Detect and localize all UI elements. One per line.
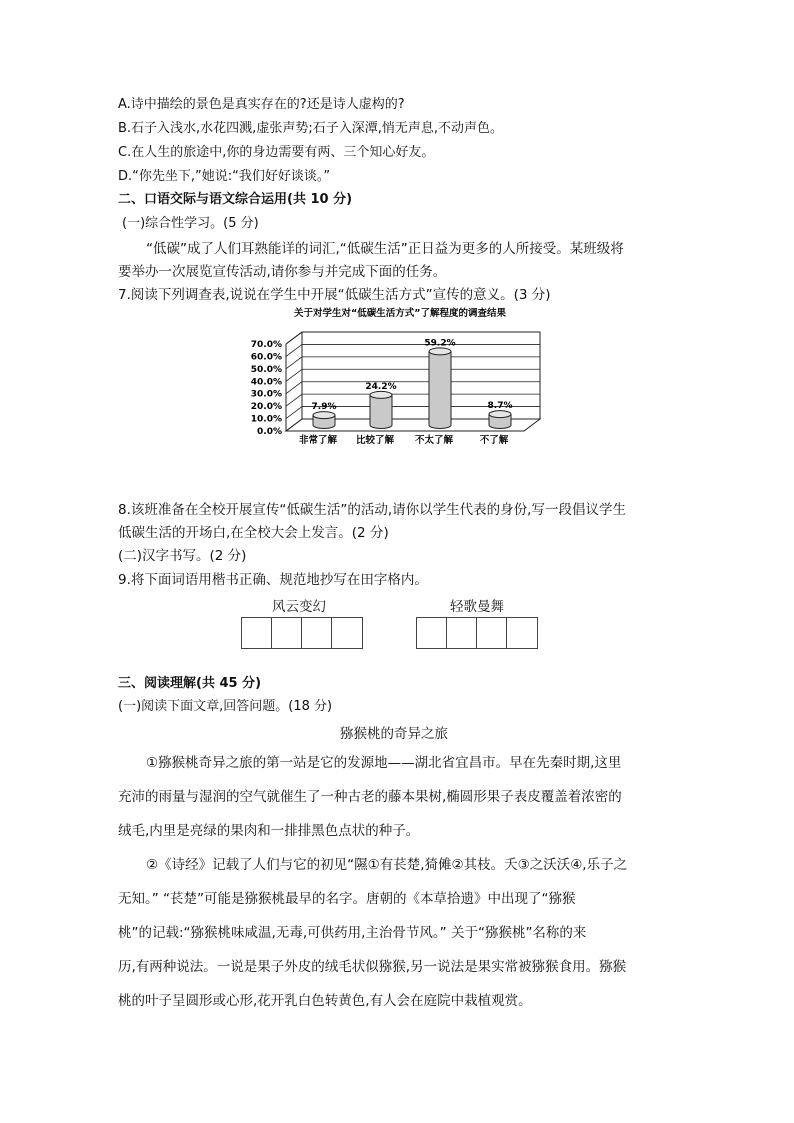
- y-tick-label: 10.0%: [250, 414, 282, 425]
- gridline-side: [286, 382, 302, 394]
- category-label: 比较了解: [355, 435, 395, 446]
- grid-cell[interactable]: [417, 618, 447, 648]
- option-d: D.“你先坐下,”她说:“我们好好谈谈。”: [118, 169, 331, 184]
- category-label: 非常了解: [298, 435, 338, 446]
- grid-cell[interactable]: [447, 618, 477, 648]
- bar: [429, 348, 451, 429]
- y-tick-label: 50.0%: [250, 364, 282, 375]
- chart-y-ticks: [251, 340, 282, 437]
- gridline-side: [286, 369, 302, 381]
- value-label: 8.7%: [487, 401, 513, 412]
- bar: [313, 412, 335, 429]
- option-c: C.在人生的旅途中,你的身边需要有两、三个知心好友。: [118, 145, 435, 160]
- paragraph-line: 桃”的记载:“猕猴桃味咸温,无毒,可供药用,主治骨节风。” 关于“猕猴桃”名称的来: [118, 925, 587, 941]
- gridline-side: [286, 357, 302, 369]
- option-a: A.诗中描绘的景色是真实存在的?还是诗人虚构的?: [118, 97, 405, 112]
- y-tick-label: 30.0%: [250, 389, 282, 400]
- gridline-side: [286, 394, 302, 406]
- grid-cell[interactable]: [242, 618, 272, 648]
- chart-categories: [299, 434, 509, 446]
- grid-cell[interactable]: [272, 618, 302, 648]
- y-tick-label: 60.0%: [250, 352, 282, 363]
- question-8-line-1: 8.该班准备在全校开展宣传“低碳生活”的活动,请你以学生代表的身份,写一段倡议学生: [118, 502, 626, 518]
- section-3-sub1: (一)阅读下面文章,回答问题。(18 分): [118, 699, 333, 714]
- section-2-sub1: (一)综合性学习。(5 分): [122, 216, 259, 231]
- gridline-side: [286, 344, 302, 356]
- paragraph-line: 无知。” “苌楚”可能是猕猴桃最早的名字。唐朝的《本草拾遗》中出现了“猕猴: [118, 891, 576, 907]
- option-b: B.石子入浅水,水花四溅,虚张声势;石子入深潭,悄无声息,不动声色。: [118, 121, 503, 136]
- category-label: 不了解: [479, 435, 509, 446]
- article-paragraph-1: [118, 746, 678, 848]
- paragraph-line: 绒毛,内里是亮绿的果肉和一排排黑色点状的种子。: [118, 823, 420, 839]
- section-3-title: 三、阅读理解(共 45 分): [118, 676, 262, 691]
- y-tick-label: 40.0%: [250, 377, 282, 388]
- grid-cell[interactable]: [302, 618, 332, 648]
- paragraph-line: 充沛的雨量与湿润的空气就催生了一种古老的藤本果树,椭圆形果子表皮覆盖着浓密的: [118, 789, 622, 805]
- article-paragraph-2: [118, 848, 678, 1018]
- category-label: 不太了解: [414, 435, 454, 446]
- chart-title: 关于对学生对“低碳生活方式”了解程度的调查结果: [294, 308, 506, 319]
- paragraph-line: 桃的叶子呈圆形或心形,花开乳白色转黄色,有人会在庭院中栽植观赏。: [118, 993, 532, 1009]
- gridline-side: [286, 407, 302, 419]
- section-2-sub2: (二)汉字书写。(2 分): [118, 548, 247, 564]
- bar: [489, 411, 511, 429]
- question-9: 9.将下面词语用楷书正确、规范地抄写在田字格内。: [118, 572, 428, 588]
- value-label: 7.9%: [311, 402, 337, 413]
- paragraph-line: 历,有两种说法。一说是果子外皮的绒毛状似猕猴,另一说法是果实常被猕猴食用。猕猴: [118, 959, 627, 975]
- question-7: 7.阅读下列调查表,说说在学生中开展“低碳生活方式”宣传的意义。(3 分): [118, 287, 551, 303]
- y-tick-label: 20.0%: [250, 402, 282, 413]
- intro-line-2: 要举办一次展览宣传活动,请你参与并完成下面的任务。: [118, 264, 447, 280]
- paragraph-line: ②《诗经》记载了人们与它的初见“隰①有苌楚,猗傩②其枝。夭③之沃沃④,乐子之: [146, 857, 628, 873]
- question-8-line-2: 低碳生活的开场白,在全校大会上发言。(2 分): [118, 525, 389, 541]
- y-tick-label: 0.0%: [257, 427, 282, 437]
- survey-chart: [230, 304, 570, 452]
- word-2: 轻歌曼舞: [450, 599, 504, 615]
- grid-cell[interactable]: [507, 618, 537, 648]
- writing-grid-1[interactable]: [241, 617, 363, 649]
- word-1: 风云变幻: [272, 599, 326, 615]
- grid-cell[interactable]: [477, 618, 507, 648]
- intro-line-1: “低碳”成了人们耳熟能详的词汇,“低碳生活”正日益为更多的人所接受。某班级将: [146, 241, 624, 257]
- gridline-side: [286, 332, 302, 344]
- paragraph-line: ①猕猴桃奇异之旅的第一站是它的发源地——湖北省宜昌市。早在先秦时期,这里: [146, 755, 622, 771]
- value-label: 24.2%: [365, 381, 397, 392]
- grid-cell[interactable]: [332, 618, 362, 648]
- bar: [370, 391, 392, 428]
- value-label: 59.2%: [424, 338, 456, 349]
- writing-grid-2[interactable]: [416, 617, 538, 649]
- article-title: 猕猴桃的奇异之旅: [340, 726, 448, 742]
- section-2-title: 二、口语交际与语文综合运用(共 10 分): [118, 192, 353, 207]
- y-tick-label: 70.0%: [250, 340, 282, 350]
